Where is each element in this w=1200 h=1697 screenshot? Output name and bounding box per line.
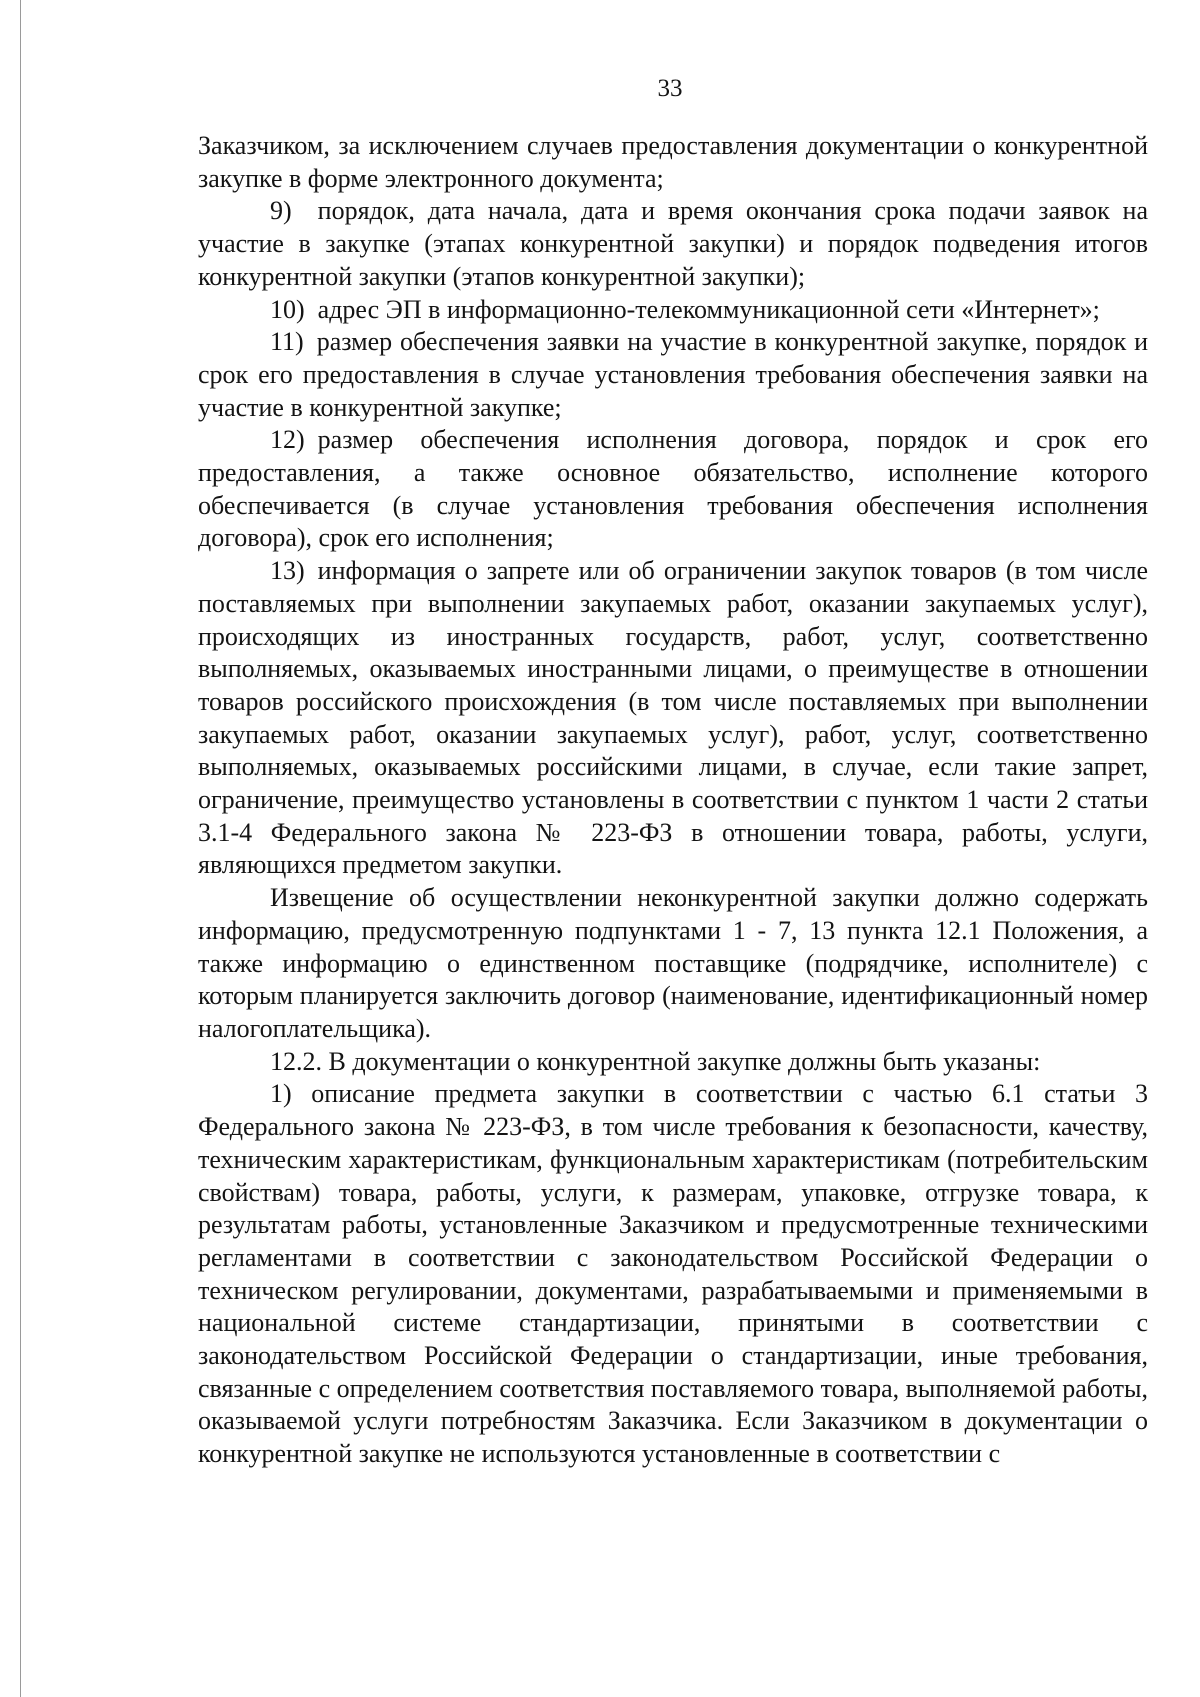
document-body (198, 130, 1148, 1471)
paragraph: 12) размер обеспечения исполнения договора, порядок и срок его предоставления, а также основное обязательство, исполнение которого обеспечивается (в случае установления требования обеспечения исполнения договора), срок его исполнения; (198, 425, 1148, 553)
paragraph: 9) порядок, дата начала, дата и время окончания срока подачи заявок на участие в закупке (этапах конкурентной закупки) и порядок подведения итогов конкурентной закупки (этапов конкурентной закупки); (198, 196, 1148, 291)
paragraph: Заказчиком, за исключением случаев предоставления документации о конкурентной закупке в форме электронного документа; (198, 131, 1148, 193)
paragraph: Извещение об осуществлении неконкурентной закупки должно содержать информацию, предусмотренную подпунктами 1 - 7, 13 пункта 12.1 Положения, а также информацию о единственном поставщике (подрядчике, исполнителе) с которым планируется заключить договор (наименование, идентификационный номер налогоплательщика). (198, 883, 1148, 1043)
paragraph: 11) размер обеспечения заявки на участие в конкурентной закупке, порядок и срок его предоставления в случае установления требования обеспечения заявки на участие в конкурентной закупке; (198, 327, 1148, 422)
paragraph: 12.2. В документации о конкурентной закупке должны быть указаны: (270, 1046, 1041, 1076)
page-number: 33 (657, 75, 683, 102)
paragraph: 10) адрес ЭП в информационно-телекоммуникационной сети «Интернет»; (270, 294, 1100, 324)
paragraph: 13) информация о запрете или об ограничении закупок товаров (в том числе поставляемых при выполнении закупаемых работ, оказании закупаемых услуг), происходящих из иностранных государств, работ, услуг, соответственно выполняемых, оказываемых иностранными лицами, о преимуществе в отношении товаров российского происхождения (в том числе поставляемых при выполнении закупаемых работ, оказании закупаемых услуг), работ, услуг, соответственно выполняемых, оказываемых российскими лицами, в случае, если такие запрет, ограничение, преимущество установлены в соответствии с пунктом 1 части 2 статьи 3.1-4 Федерального закона № 223-ФЗ в отношении товара, работы, услуги, являющихся предметом закупки. (198, 556, 1148, 880)
paragraph: 1) описание предмета закупки в соответствии с частью 6.1 статьи 3 Федерального закона № 223-ФЗ, в том числе требования к безопасности, качеству, техническим характеристикам, функциональным характеристикам (потребительским свойствам) товара, работы, услуги, к размерам, упаковке, отгрузке товара, к результатам работы, установленные Заказчиком и предусмотренные техническими регламентами в соответствии с законодательством Российской Федерации о техническом регулировании, документами, разрабатываемыми и применяемыми в национальной системе стандартизации, принятыми в соответствии с законодательством Российской Федерации о стандартизации, иные требования, связанные с определением соответствия поставляемого товара, выполняемой работы, оказываемой услуги потребностям Заказчика. Если Заказчиком в документации о конкурентной закупке не используются установленные в соответствии с (198, 1079, 1148, 1469)
